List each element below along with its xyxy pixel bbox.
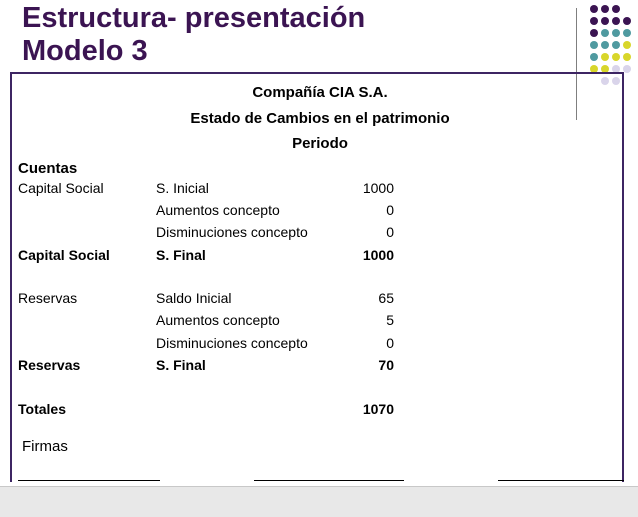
decorative-dot xyxy=(623,65,631,73)
decorative-dot xyxy=(623,53,631,61)
signature-line xyxy=(498,480,624,481)
row-concept: S. Final xyxy=(156,247,206,263)
row-value: 70 xyxy=(378,357,394,373)
statement-frame xyxy=(10,72,624,482)
signatures-label: Firmas xyxy=(22,438,68,455)
accounts-header: Cuentas xyxy=(18,160,78,177)
decorative-dot xyxy=(601,17,609,25)
slide-title-line1: Estructura- presentación xyxy=(22,2,366,34)
row-account: Totales xyxy=(18,401,66,417)
row-value: 65 xyxy=(378,290,394,306)
decorative-dot xyxy=(623,17,631,25)
row-value: 1000 xyxy=(362,247,394,263)
decorative-dot xyxy=(601,5,609,13)
decorative-dot xyxy=(612,17,620,25)
row-concept: Aumentos concepto xyxy=(156,312,280,328)
decorative-dot xyxy=(612,5,620,13)
statement-name: Estado de Cambios en el patrimonio xyxy=(190,110,450,127)
decorative-dot xyxy=(612,53,620,61)
slide-title-line2: Modelo 3 xyxy=(22,35,148,67)
row-account: Reservas xyxy=(18,290,78,306)
slide-title xyxy=(22,2,365,68)
decorative-dot xyxy=(601,41,609,49)
row-concept: Disminuciones concepto xyxy=(156,224,308,240)
decorative-dot xyxy=(590,5,598,13)
row-concept: Aumentos concepto xyxy=(156,202,280,218)
company-name: Compañía CIA S.A. xyxy=(252,84,388,101)
decorative-dot xyxy=(612,29,620,37)
row-concept: S. Inicial xyxy=(156,180,209,196)
statement-period: Periodo xyxy=(292,135,348,152)
decorative-dot xyxy=(590,17,598,25)
row-concept: Disminuciones concepto xyxy=(156,335,308,351)
decorative-dot xyxy=(590,53,598,61)
decorative-dot xyxy=(590,41,598,49)
row-value: 0 xyxy=(386,224,394,240)
decorative-dot xyxy=(623,41,631,49)
row-account: Capital Social xyxy=(18,247,110,263)
row-concept: S. Final xyxy=(156,357,206,373)
row-value: 1070 xyxy=(362,401,394,417)
bottom-bar xyxy=(0,486,638,517)
row-account: Capital Social xyxy=(18,180,104,196)
signature-line xyxy=(254,480,404,481)
row-value: 1000 xyxy=(362,180,394,196)
decorative-dot xyxy=(623,29,631,37)
decorative-dot xyxy=(590,29,598,37)
decorative-dot xyxy=(601,29,609,37)
row-value: 0 xyxy=(386,335,394,351)
row-value: 5 xyxy=(386,312,394,328)
decorative-dot xyxy=(612,41,620,49)
row-value: 0 xyxy=(386,202,394,218)
signature-line xyxy=(18,480,160,481)
row-account: Reservas xyxy=(18,357,81,373)
row-concept: Saldo Inicial xyxy=(156,290,232,306)
decorative-dot xyxy=(601,53,609,61)
